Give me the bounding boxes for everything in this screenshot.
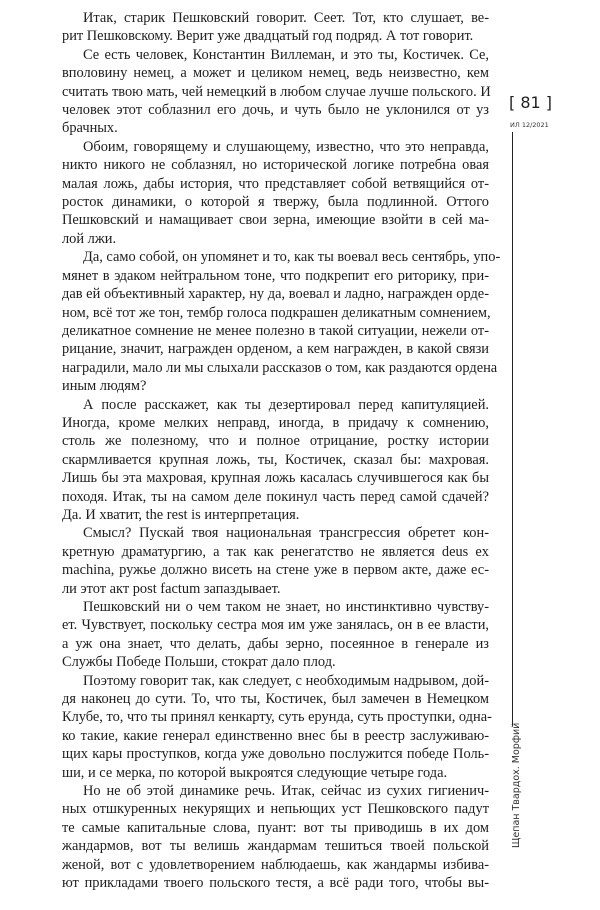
text-line: рит Пешковскому. Верит уже двадцатый год подряд. А тот говорит. <box>62 28 474 45</box>
text-line: ши, и се мерка, по которой выкроятся следующие четыре года. <box>62 764 448 781</box>
paragraph <box>62 46 489 138</box>
text-line: рицание, значит, награжден орденом, а кем награжден, в какой связи <box>62 341 489 358</box>
text-line: Да, само собой, он упомянет и то, как ты воевал весь сентябрь, упо- <box>83 249 501 266</box>
text-line: дав ей объективный характер, ну да, воевал и ладно, награжден орде- <box>62 286 489 303</box>
paragraph <box>62 672 492 782</box>
text-line: Службы Победе Польши, стократ дало плод. <box>62 654 336 671</box>
text-line: ных отшкуренных некурящих и непьющих уст Пешковского падут <box>62 801 489 818</box>
text-line: Но не об этой динамике речь. Итак, сейчас из сухих гигиенич- <box>83 783 489 800</box>
text-line: походя. Итак, ты на самом деле покинул часть перед самой сдачей? <box>62 488 489 505</box>
text-line: А после расскажет, как ты дезертировал перед капитуляцией. <box>83 396 489 413</box>
text-line: Пешковский ни о чем таком не знает, но инстинктивно чувству- <box>83 599 489 615</box>
text-line: считать твою мать, чей немецкий в любом случае лучше польского. И <box>62 83 491 100</box>
text-line: деликатное сомнение не менее полезно в такой ситуации, нежели от- <box>62 322 489 339</box>
issue-label: ИЛ 12/2021 <box>510 121 549 129</box>
text-line: ли этот акт post factum запаздывает. <box>62 580 281 597</box>
text-line: кретную драматургию, а так как ренегатство не является deus ex <box>62 543 489 560</box>
text-line: Се есть человек, Константин Виллеман, и это ты, Костичек. Се, <box>83 46 489 63</box>
text-line: лой лжи. <box>62 230 117 247</box>
text-line: те самые капитальные слова, пуант: вот ты приводишь в их дом <box>62 819 489 836</box>
text-line: ют прикладами твоего польского тестя, а всё ради того, чтобы вы- <box>62 875 489 892</box>
text-line: Смысл? Пускай твоя национальная трансгрессия обретет кон- <box>83 525 489 542</box>
text-line: скармливается крупная ложь, ты, Костичек, сказал бы: махровая. <box>62 451 489 468</box>
text-line: мянет в эдаком нейтральном тоне, что подкрепит его риторику, при- <box>62 267 489 284</box>
paragraph <box>62 598 489 672</box>
text-line: человек этот соблазнил его дочь, и чуть было не уклонился от уз <box>62 102 489 119</box>
text-line: ном, всё тот же тон, тембр голоса подкрашен деликатным сомнением, <box>62 304 491 321</box>
text-line: Обоим, говорящему и слушающему, известно, что это неправда, <box>83 138 489 155</box>
text-line: никто никого не соблазнял, но исторической логике потребна овая <box>62 157 489 174</box>
text-line: малая ложь, дабы история, что представляет собой ветвящийся от- <box>62 175 489 192</box>
text-line: иным людям? <box>62 378 147 395</box>
text-line: наградили, мало ли мы слыхали рассказов о том, как раздаются ордена <box>62 359 498 376</box>
text-line: жандармов, вот ты велишь жандармам тешиться твоей польской <box>62 838 489 855</box>
text-line: Да. И хватит, the rest is интерпретация. <box>62 506 300 523</box>
text-line: ко такие, какие генерал единственно внес бы в реестр заслуживаю- <box>62 727 489 744</box>
text-line: Итак, старик Пешковский говорит. Сеет. Тот, кто слушает, ве- <box>83 10 489 26</box>
text-line: брачных. <box>62 120 118 137</box>
text-line: ет. Чувствует, поскольку сестра моя им уже занялась, он в ее власти, <box>62 617 489 634</box>
text-line: Иногда, кроме мелких неправд, иногда, в придачу к сомнению, <box>62 414 489 431</box>
text-line: Лишь бы эта махровая, крупная ложь касалась случившегося как бы <box>62 470 489 487</box>
text-line: а уж она знает, что делать, дабы зерно, посеянное в генерале из <box>62 635 489 652</box>
paragraph <box>62 138 489 248</box>
page-number: [ 81 ] <box>509 93 553 112</box>
text-line: machina, ружье должно висеть на стене уже в первом акте, даже ес- <box>62 562 489 579</box>
text-line: Поэтому говорит так, как следует, с необходимым надрывом, дой- <box>83 672 489 689</box>
paragraph <box>62 396 489 525</box>
text-line: Клубе, то, что ты принял кенкарту, суть ерунда, суть проступки, одна- <box>62 709 492 726</box>
paragraph <box>62 9 489 46</box>
paragraph <box>62 248 501 395</box>
text-line: дя наконец до сути. То, что ты, Костичек, был замечен в Немецком <box>62 691 489 708</box>
text-line: женой, вот с удовлетворением наблюдаешь, как жандармы избива- <box>62 856 489 873</box>
paragraph <box>62 524 489 598</box>
text-line: вполовину немец, а может и целиком немец, ведь неизвестно, кем <box>62 65 489 82</box>
text-line: росток динамики, о которой я твержу, была подлинной. Оттого <box>62 194 489 211</box>
paragraph <box>62 782 489 892</box>
text-line: столь же полезному, что и полное отрицание, ростку истории <box>62 433 489 450</box>
margin-rule <box>512 132 513 726</box>
text-line: Пешковский и намащивает свои зерна, имеющие взойти в сей ма- <box>62 212 489 229</box>
running-title: Щепан Твардох. Морфий <box>511 722 522 848</box>
text-line: щих кары проступков, когда уже довольно послужится победе Поль- <box>62 746 489 763</box>
body-text <box>62 9 501 893</box>
